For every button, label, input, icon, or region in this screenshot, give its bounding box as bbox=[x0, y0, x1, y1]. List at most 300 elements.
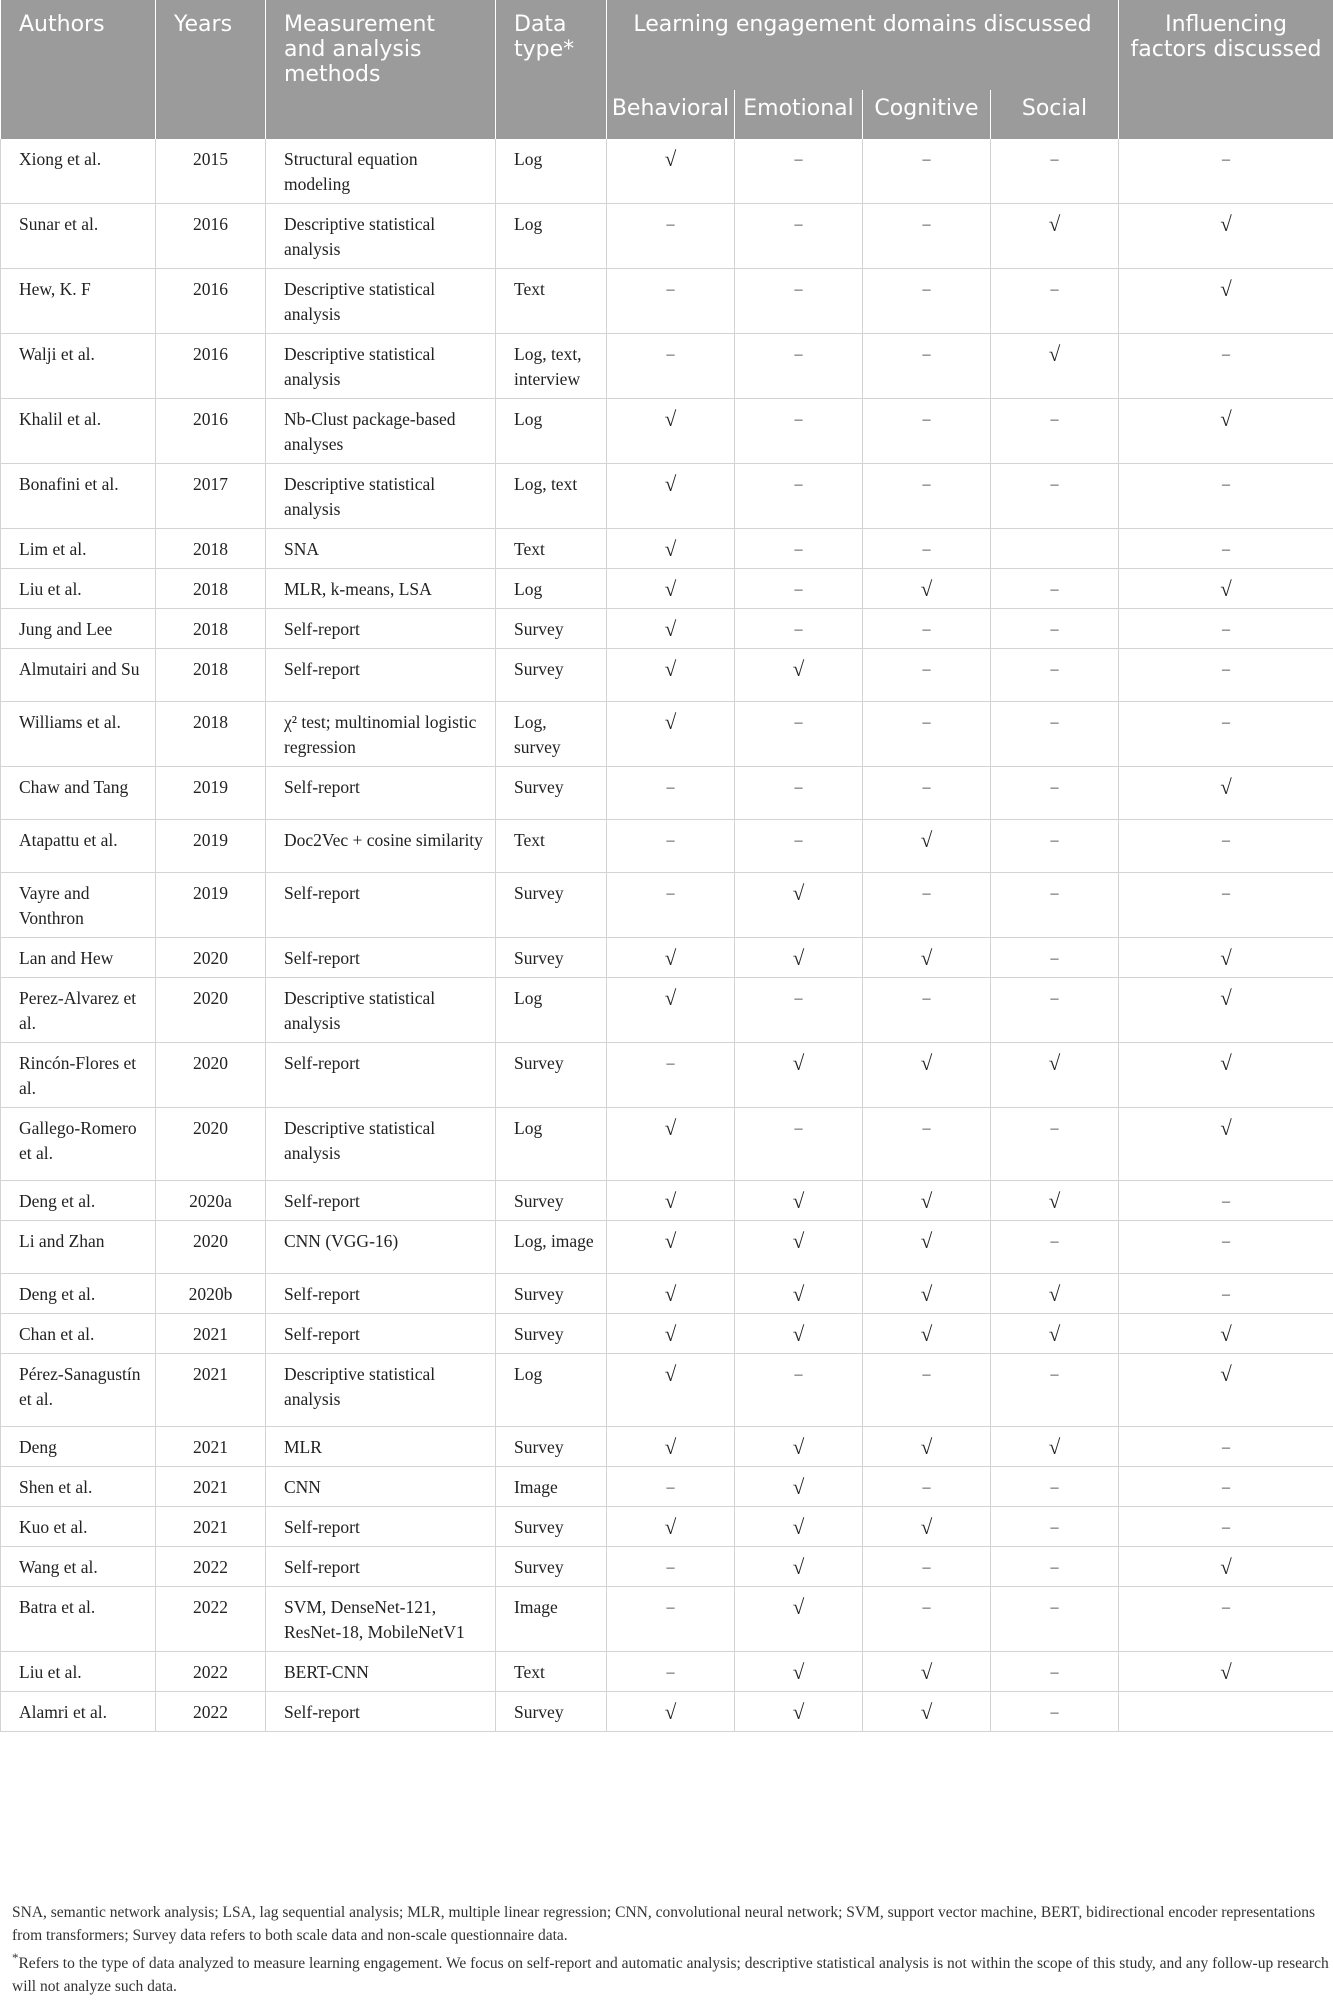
cell-social: – bbox=[991, 938, 1119, 978]
cell-influencing: √ bbox=[1119, 767, 1333, 820]
cell-behavioral: – bbox=[607, 1587, 735, 1652]
table-row bbox=[1, 649, 1333, 702]
cell-behavioral: √ bbox=[607, 399, 735, 464]
cell-influencing: – bbox=[1119, 1507, 1333, 1547]
cell-year: 2019 bbox=[156, 767, 266, 820]
cell-social: – bbox=[991, 1467, 1119, 1507]
cell-method: BERT-CNN bbox=[266, 1652, 496, 1692]
table-row bbox=[1, 569, 1333, 609]
cell-data-type: Log bbox=[496, 399, 607, 464]
cell-emotional: – bbox=[735, 978, 863, 1043]
cell-behavioral: – bbox=[607, 873, 735, 938]
table-footnotes bbox=[12, 1902, 1330, 1998]
cell-emotional: √ bbox=[735, 1274, 863, 1314]
cell-emotional: √ bbox=[735, 1547, 863, 1587]
cell-cognitive: – bbox=[863, 529, 991, 569]
cell-emotional: – bbox=[735, 464, 863, 529]
header-years: Years bbox=[156, 0, 266, 139]
cell-behavioral: √ bbox=[607, 649, 735, 702]
table-row bbox=[1, 1181, 1333, 1221]
cell-cognitive: – bbox=[863, 334, 991, 399]
cell-year: 2020 bbox=[156, 978, 266, 1043]
cell-method: Nb-Clust package-based analyses bbox=[266, 399, 496, 464]
cell-behavioral: √ bbox=[607, 464, 735, 529]
cell-method: Self-report bbox=[266, 1181, 496, 1221]
cell-method: SVM, DenseNet-121, ResNet-18, MobileNetV1 bbox=[266, 1587, 496, 1652]
cell-cognitive: √ bbox=[863, 938, 991, 978]
cell-year: 2021 bbox=[156, 1354, 266, 1427]
cell-data-type: Log bbox=[496, 139, 607, 204]
cell-author: Alamri et al. bbox=[1, 1692, 156, 1732]
cell-cognitive: – bbox=[863, 269, 991, 334]
cell-data-type: Log bbox=[496, 1354, 607, 1427]
cell-data-type: Text bbox=[496, 529, 607, 569]
cell-year: 2016 bbox=[156, 399, 266, 464]
cell-cognitive: – bbox=[863, 1108, 991, 1181]
cell-social: – bbox=[991, 1692, 1119, 1732]
cell-influencing: – bbox=[1119, 1221, 1333, 1274]
cell-social: √ bbox=[991, 334, 1119, 399]
cell-cognitive: √ bbox=[863, 569, 991, 609]
cell-emotional: – bbox=[735, 1354, 863, 1427]
cell-cognitive: – bbox=[863, 702, 991, 767]
table-row bbox=[1, 1692, 1333, 1732]
cell-social: – bbox=[991, 1108, 1119, 1181]
header-behavioral: Behavioral bbox=[607, 90, 735, 139]
cell-emotional: – bbox=[735, 269, 863, 334]
cell-method: CNN bbox=[266, 1467, 496, 1507]
cell-cognitive: √ bbox=[863, 1221, 991, 1274]
cell-author: Walji et al. bbox=[1, 334, 156, 399]
cell-emotional: – bbox=[735, 820, 863, 873]
cell-behavioral: – bbox=[607, 204, 735, 269]
cell-emotional: √ bbox=[735, 873, 863, 938]
cell-data-type: Survey bbox=[496, 609, 607, 649]
cell-data-type: Text bbox=[496, 1652, 607, 1692]
cell-method: Self-report bbox=[266, 1507, 496, 1547]
cell-social: – bbox=[991, 873, 1119, 938]
cell-data-type: Survey bbox=[496, 767, 607, 820]
cell-behavioral: – bbox=[607, 1652, 735, 1692]
cell-year: 2020b bbox=[156, 1274, 266, 1314]
cell-emotional: √ bbox=[735, 1043, 863, 1108]
cell-method: Self-report bbox=[266, 767, 496, 820]
cell-data-type: Survey bbox=[496, 1274, 607, 1314]
table-row bbox=[1, 1043, 1333, 1108]
cell-influencing: – bbox=[1119, 1274, 1333, 1314]
cell-author: Shen et al. bbox=[1, 1467, 156, 1507]
cell-year: 2021 bbox=[156, 1507, 266, 1547]
cell-data-type: Log, text bbox=[496, 464, 607, 529]
header-methods: Measurement and analysis methods bbox=[266, 0, 496, 139]
cell-author: Lan and Hew bbox=[1, 938, 156, 978]
cell-cognitive: √ bbox=[863, 1507, 991, 1547]
footnote-abbreviations: SNA, semantic network analysis; LSA, lag sequential analysis; MLR, multiple linear regression; CNN, convolutional neural network; SVM, support vector machine, BERT, bidirectional encoder representations from transformers; Survey data refers to both scale data and non-scale questionnaire data. bbox=[12, 1904, 1316, 1944]
cell-author: Deng et al. bbox=[1, 1274, 156, 1314]
footnote-data-type-text: Refers to the type of data analyzed to measure learning engagement. We focus on self-report and automatic analysis; descriptive statistical analysis is not within the scope of this study, and any follow-up research will not analyze such data. bbox=[12, 1955, 1329, 1995]
table-row bbox=[1, 139, 1333, 204]
header-cognitive: Cognitive bbox=[863, 90, 991, 139]
cell-method: Self-report bbox=[266, 1692, 496, 1732]
cell-method: Self-report bbox=[266, 1043, 496, 1108]
table-row bbox=[1, 609, 1333, 649]
cell-influencing: √ bbox=[1119, 978, 1333, 1043]
cell-cognitive: – bbox=[863, 1467, 991, 1507]
cell-influencing: – bbox=[1119, 1181, 1333, 1221]
cell-influencing: – bbox=[1119, 609, 1333, 649]
table-row bbox=[1, 399, 1333, 464]
cell-behavioral: – bbox=[607, 767, 735, 820]
cell-influencing: – bbox=[1119, 873, 1333, 938]
table-row bbox=[1, 464, 1333, 529]
cell-year: 2016 bbox=[156, 269, 266, 334]
cell-emotional: – bbox=[735, 529, 863, 569]
cell-behavioral: √ bbox=[607, 1108, 735, 1181]
cell-emotional: – bbox=[735, 399, 863, 464]
cell-year: 2019 bbox=[156, 820, 266, 873]
cell-social: √ bbox=[991, 1181, 1119, 1221]
header-influencing-factors: Influencing factors discussed bbox=[1119, 0, 1333, 139]
cell-social: – bbox=[991, 820, 1119, 873]
cell-cognitive: – bbox=[863, 464, 991, 529]
cell-year: 2022 bbox=[156, 1652, 266, 1692]
cell-influencing: – bbox=[1119, 702, 1333, 767]
table-row bbox=[1, 702, 1333, 767]
cell-social: – bbox=[991, 767, 1119, 820]
cell-cognitive: – bbox=[863, 873, 991, 938]
cell-emotional: – bbox=[735, 1108, 863, 1181]
cell-cognitive: – bbox=[863, 1354, 991, 1427]
cell-behavioral: √ bbox=[607, 1692, 735, 1732]
cell-influencing: √ bbox=[1119, 204, 1333, 269]
cell-social: √ bbox=[991, 1427, 1119, 1467]
cell-influencing: – bbox=[1119, 464, 1333, 529]
cell-method: MLR bbox=[266, 1427, 496, 1467]
table-row bbox=[1, 529, 1333, 569]
cell-social: – bbox=[991, 569, 1119, 609]
cell-method: Descriptive statistical analysis bbox=[266, 464, 496, 529]
cell-author: Xiong et al. bbox=[1, 139, 156, 204]
cell-data-type: Log bbox=[496, 204, 607, 269]
table-row bbox=[1, 767, 1333, 820]
table-row bbox=[1, 334, 1333, 399]
cell-year: 2022 bbox=[156, 1587, 266, 1652]
cell-behavioral: √ bbox=[607, 1427, 735, 1467]
cell-influencing: √ bbox=[1119, 269, 1333, 334]
cell-influencing bbox=[1119, 1692, 1333, 1732]
table-row bbox=[1, 1507, 1333, 1547]
cell-influencing: √ bbox=[1119, 1108, 1333, 1181]
table-row bbox=[1, 1354, 1333, 1427]
cell-author: Li and Zhan bbox=[1, 1221, 156, 1274]
cell-emotional: √ bbox=[735, 1692, 863, 1732]
cell-cognitive: – bbox=[863, 767, 991, 820]
cell-data-type: Survey bbox=[496, 1692, 607, 1732]
cell-influencing: – bbox=[1119, 1467, 1333, 1507]
cell-cognitive: √ bbox=[863, 1181, 991, 1221]
cell-influencing: – bbox=[1119, 649, 1333, 702]
cell-year: 2015 bbox=[156, 139, 266, 204]
cell-year: 2019 bbox=[156, 873, 266, 938]
cell-influencing: √ bbox=[1119, 569, 1333, 609]
cell-cognitive: √ bbox=[863, 1314, 991, 1354]
table-row bbox=[1, 1467, 1333, 1507]
cell-author: Jung and Lee bbox=[1, 609, 156, 649]
cell-influencing: √ bbox=[1119, 1354, 1333, 1427]
cell-social: – bbox=[991, 1547, 1119, 1587]
cell-method: Doc2Vec + cosine similarity bbox=[266, 820, 496, 873]
cell-cognitive: – bbox=[863, 609, 991, 649]
cell-data-type: Survey bbox=[496, 649, 607, 702]
cell-emotional: – bbox=[735, 334, 863, 399]
cell-method: CNN (VGG-16) bbox=[266, 1221, 496, 1274]
cell-year: 2022 bbox=[156, 1547, 266, 1587]
cell-method: Self-report bbox=[266, 1314, 496, 1354]
cell-social: – bbox=[991, 1652, 1119, 1692]
cell-social: – bbox=[991, 1587, 1119, 1652]
cell-author: Vayre and Vonthron bbox=[1, 873, 156, 938]
cell-cognitive: – bbox=[863, 649, 991, 702]
table-row bbox=[1, 1652, 1333, 1692]
cell-behavioral: √ bbox=[607, 139, 735, 204]
table-row bbox=[1, 1274, 1333, 1314]
cell-influencing: √ bbox=[1119, 399, 1333, 464]
cell-influencing: √ bbox=[1119, 1547, 1333, 1587]
cell-emotional: √ bbox=[735, 1221, 863, 1274]
cell-behavioral: √ bbox=[607, 1507, 735, 1547]
cell-data-type: Survey bbox=[496, 1181, 607, 1221]
header-emotional: Emotional bbox=[735, 90, 863, 139]
header-authors: Authors bbox=[1, 0, 156, 139]
cell-author: Khalil et al. bbox=[1, 399, 156, 464]
cell-method: Descriptive statistical analysis bbox=[266, 978, 496, 1043]
cell-influencing: – bbox=[1119, 529, 1333, 569]
cell-behavioral: √ bbox=[607, 1274, 735, 1314]
cell-data-type: Log bbox=[496, 978, 607, 1043]
table-row bbox=[1, 1587, 1333, 1652]
cell-social: – bbox=[991, 1507, 1119, 1547]
cell-data-type: Survey bbox=[496, 1507, 607, 1547]
cell-emotional: – bbox=[735, 569, 863, 609]
cell-social: – bbox=[991, 269, 1119, 334]
cell-year: 2018 bbox=[156, 569, 266, 609]
cell-author: Kuo et al. bbox=[1, 1507, 156, 1547]
cell-emotional: – bbox=[735, 609, 863, 649]
cell-author: Perez-Alvarez et al. bbox=[1, 978, 156, 1043]
cell-emotional: – bbox=[735, 204, 863, 269]
cell-cognitive: √ bbox=[863, 820, 991, 873]
table-row bbox=[1, 269, 1333, 334]
cell-author: Sunar et al. bbox=[1, 204, 156, 269]
cell-method: Structural equation modeling bbox=[266, 139, 496, 204]
cell-year: 2020 bbox=[156, 1108, 266, 1181]
cell-social: – bbox=[991, 139, 1119, 204]
cell-social: – bbox=[991, 702, 1119, 767]
cell-data-type: Survey bbox=[496, 1427, 607, 1467]
cell-cognitive: – bbox=[863, 1547, 991, 1587]
cell-method: Descriptive statistical analysis bbox=[266, 334, 496, 399]
cell-method: Descriptive statistical analysis bbox=[266, 204, 496, 269]
cell-emotional: – bbox=[735, 139, 863, 204]
cell-social: – bbox=[991, 1221, 1119, 1274]
cell-year: 2017 bbox=[156, 464, 266, 529]
cell-influencing: – bbox=[1119, 139, 1333, 204]
cell-social: √ bbox=[991, 1314, 1119, 1354]
cell-year: 2020 bbox=[156, 1221, 266, 1274]
cell-data-type: Log bbox=[496, 1108, 607, 1181]
table-row bbox=[1, 1108, 1333, 1181]
cell-data-type: Log, image bbox=[496, 1221, 607, 1274]
cell-author: Rincón-Flores et al. bbox=[1, 1043, 156, 1108]
table-row bbox=[1, 1427, 1333, 1467]
cell-data-type: Log, text, interview bbox=[496, 334, 607, 399]
cell-author: Chaw and Tang bbox=[1, 767, 156, 820]
cell-method: Self-report bbox=[266, 938, 496, 978]
cell-behavioral: – bbox=[607, 820, 735, 873]
cell-influencing: √ bbox=[1119, 938, 1333, 978]
cell-emotional: √ bbox=[735, 1427, 863, 1467]
cell-behavioral: √ bbox=[607, 938, 735, 978]
cell-author: Deng bbox=[1, 1427, 156, 1467]
cell-data-type: Survey bbox=[496, 1314, 607, 1354]
cell-method: Self-report bbox=[266, 873, 496, 938]
cell-method: Self-report bbox=[266, 1274, 496, 1314]
cell-behavioral: √ bbox=[607, 1314, 735, 1354]
cell-year: 2020 bbox=[156, 1043, 266, 1108]
table-header bbox=[1, 0, 1333, 139]
cell-method: Self-report bbox=[266, 1547, 496, 1587]
cell-emotional: √ bbox=[735, 649, 863, 702]
cell-method: Self-report bbox=[266, 649, 496, 702]
footnote-asterisk: * bbox=[12, 1950, 19, 1965]
cell-behavioral: √ bbox=[607, 702, 735, 767]
cell-emotional: √ bbox=[735, 1507, 863, 1547]
cell-influencing: – bbox=[1119, 820, 1333, 873]
cell-year: 2016 bbox=[156, 204, 266, 269]
cell-emotional: √ bbox=[735, 1314, 863, 1354]
cell-method: Descriptive statistical analysis bbox=[266, 1354, 496, 1427]
table-row bbox=[1, 873, 1333, 938]
table-body bbox=[1, 139, 1333, 1732]
cell-year: 2018 bbox=[156, 649, 266, 702]
cell-behavioral: – bbox=[607, 1467, 735, 1507]
cell-influencing: √ bbox=[1119, 1652, 1333, 1692]
cell-data-type: Image bbox=[496, 1467, 607, 1507]
cell-behavioral: – bbox=[607, 269, 735, 334]
cell-behavioral: – bbox=[607, 334, 735, 399]
cell-year: 2021 bbox=[156, 1427, 266, 1467]
cell-behavioral: √ bbox=[607, 1354, 735, 1427]
cell-emotional: – bbox=[735, 767, 863, 820]
cell-author: Chan et al. bbox=[1, 1314, 156, 1354]
cell-year: 2016 bbox=[156, 334, 266, 399]
cell-influencing: – bbox=[1119, 1427, 1333, 1467]
cell-cognitive: √ bbox=[863, 1652, 991, 1692]
cell-cognitive: – bbox=[863, 399, 991, 464]
cell-data-type: Image bbox=[496, 1587, 607, 1652]
cell-author: Batra et al. bbox=[1, 1587, 156, 1652]
cell-social: – bbox=[991, 609, 1119, 649]
cell-behavioral: √ bbox=[607, 609, 735, 649]
cell-emotional: – bbox=[735, 702, 863, 767]
cell-year: 2020a bbox=[156, 1181, 266, 1221]
cell-emotional: √ bbox=[735, 1652, 863, 1692]
cell-behavioral: √ bbox=[607, 529, 735, 569]
cell-influencing: √ bbox=[1119, 1314, 1333, 1354]
cell-social bbox=[991, 529, 1119, 569]
cell-cognitive: √ bbox=[863, 1043, 991, 1108]
cell-author: Liu et al. bbox=[1, 569, 156, 609]
cell-behavioral: √ bbox=[607, 978, 735, 1043]
cell-author: Bonafini et al. bbox=[1, 464, 156, 529]
footnote-data-type bbox=[12, 1947, 1330, 1998]
cell-behavioral: – bbox=[607, 1043, 735, 1108]
cell-cognitive: – bbox=[863, 1587, 991, 1652]
table-row bbox=[1, 1547, 1333, 1587]
table-row bbox=[1, 1314, 1333, 1354]
cell-year: 2021 bbox=[156, 1467, 266, 1507]
cell-data-type: Text bbox=[496, 820, 607, 873]
cell-author: Liu et al. bbox=[1, 1652, 156, 1692]
table-row bbox=[1, 820, 1333, 873]
table-row bbox=[1, 978, 1333, 1043]
cell-data-type: Survey bbox=[496, 1547, 607, 1587]
header-data-type: Data type* bbox=[496, 0, 607, 139]
cell-influencing: √ bbox=[1119, 1043, 1333, 1108]
cell-data-type: Survey bbox=[496, 1043, 607, 1108]
cell-behavioral: √ bbox=[607, 1221, 735, 1274]
cell-method: Descriptive statistical analysis bbox=[266, 1108, 496, 1181]
cell-year: 2018 bbox=[156, 529, 266, 569]
cell-data-type: Log bbox=[496, 569, 607, 609]
cell-cognitive: – bbox=[863, 978, 991, 1043]
cell-social: √ bbox=[991, 1274, 1119, 1314]
cell-social: √ bbox=[991, 1043, 1119, 1108]
cell-social: – bbox=[991, 649, 1119, 702]
cell-social: – bbox=[991, 978, 1119, 1043]
cell-author: Lim et al. bbox=[1, 529, 156, 569]
cell-social: – bbox=[991, 1354, 1119, 1427]
cell-influencing: – bbox=[1119, 334, 1333, 399]
cell-emotional: √ bbox=[735, 1587, 863, 1652]
cell-method: MLR, k-means, LSA bbox=[266, 569, 496, 609]
cell-method: χ² test; multinomial logistic regression bbox=[266, 702, 496, 767]
cell-cognitive: – bbox=[863, 204, 991, 269]
cell-method: SNA bbox=[266, 529, 496, 569]
cell-author: Atapattu et al. bbox=[1, 820, 156, 873]
cell-author: Hew, K. F bbox=[1, 269, 156, 334]
cell-behavioral: √ bbox=[607, 569, 735, 609]
cell-cognitive: – bbox=[863, 139, 991, 204]
cell-year: 2020 bbox=[156, 938, 266, 978]
cell-year: 2021 bbox=[156, 1314, 266, 1354]
cell-author: Wang et al. bbox=[1, 1547, 156, 1587]
cell-method: Self-report bbox=[266, 609, 496, 649]
cell-social: – bbox=[991, 464, 1119, 529]
table-row bbox=[1, 938, 1333, 978]
cell-author: Williams et al. bbox=[1, 702, 156, 767]
header-engagement-domains: Learning engagement domains discussed bbox=[607, 0, 1119, 90]
cell-author: Gallego-Romero et al. bbox=[1, 1108, 156, 1181]
cell-data-type: Survey bbox=[496, 873, 607, 938]
cell-emotional: √ bbox=[735, 1181, 863, 1221]
cell-year: 2022 bbox=[156, 1692, 266, 1732]
cell-data-type: Survey bbox=[496, 938, 607, 978]
cell-author: Deng et al. bbox=[1, 1181, 156, 1221]
cell-author: Almutairi and Su bbox=[1, 649, 156, 702]
cell-cognitive: √ bbox=[863, 1274, 991, 1314]
cell-cognitive: √ bbox=[863, 1692, 991, 1732]
